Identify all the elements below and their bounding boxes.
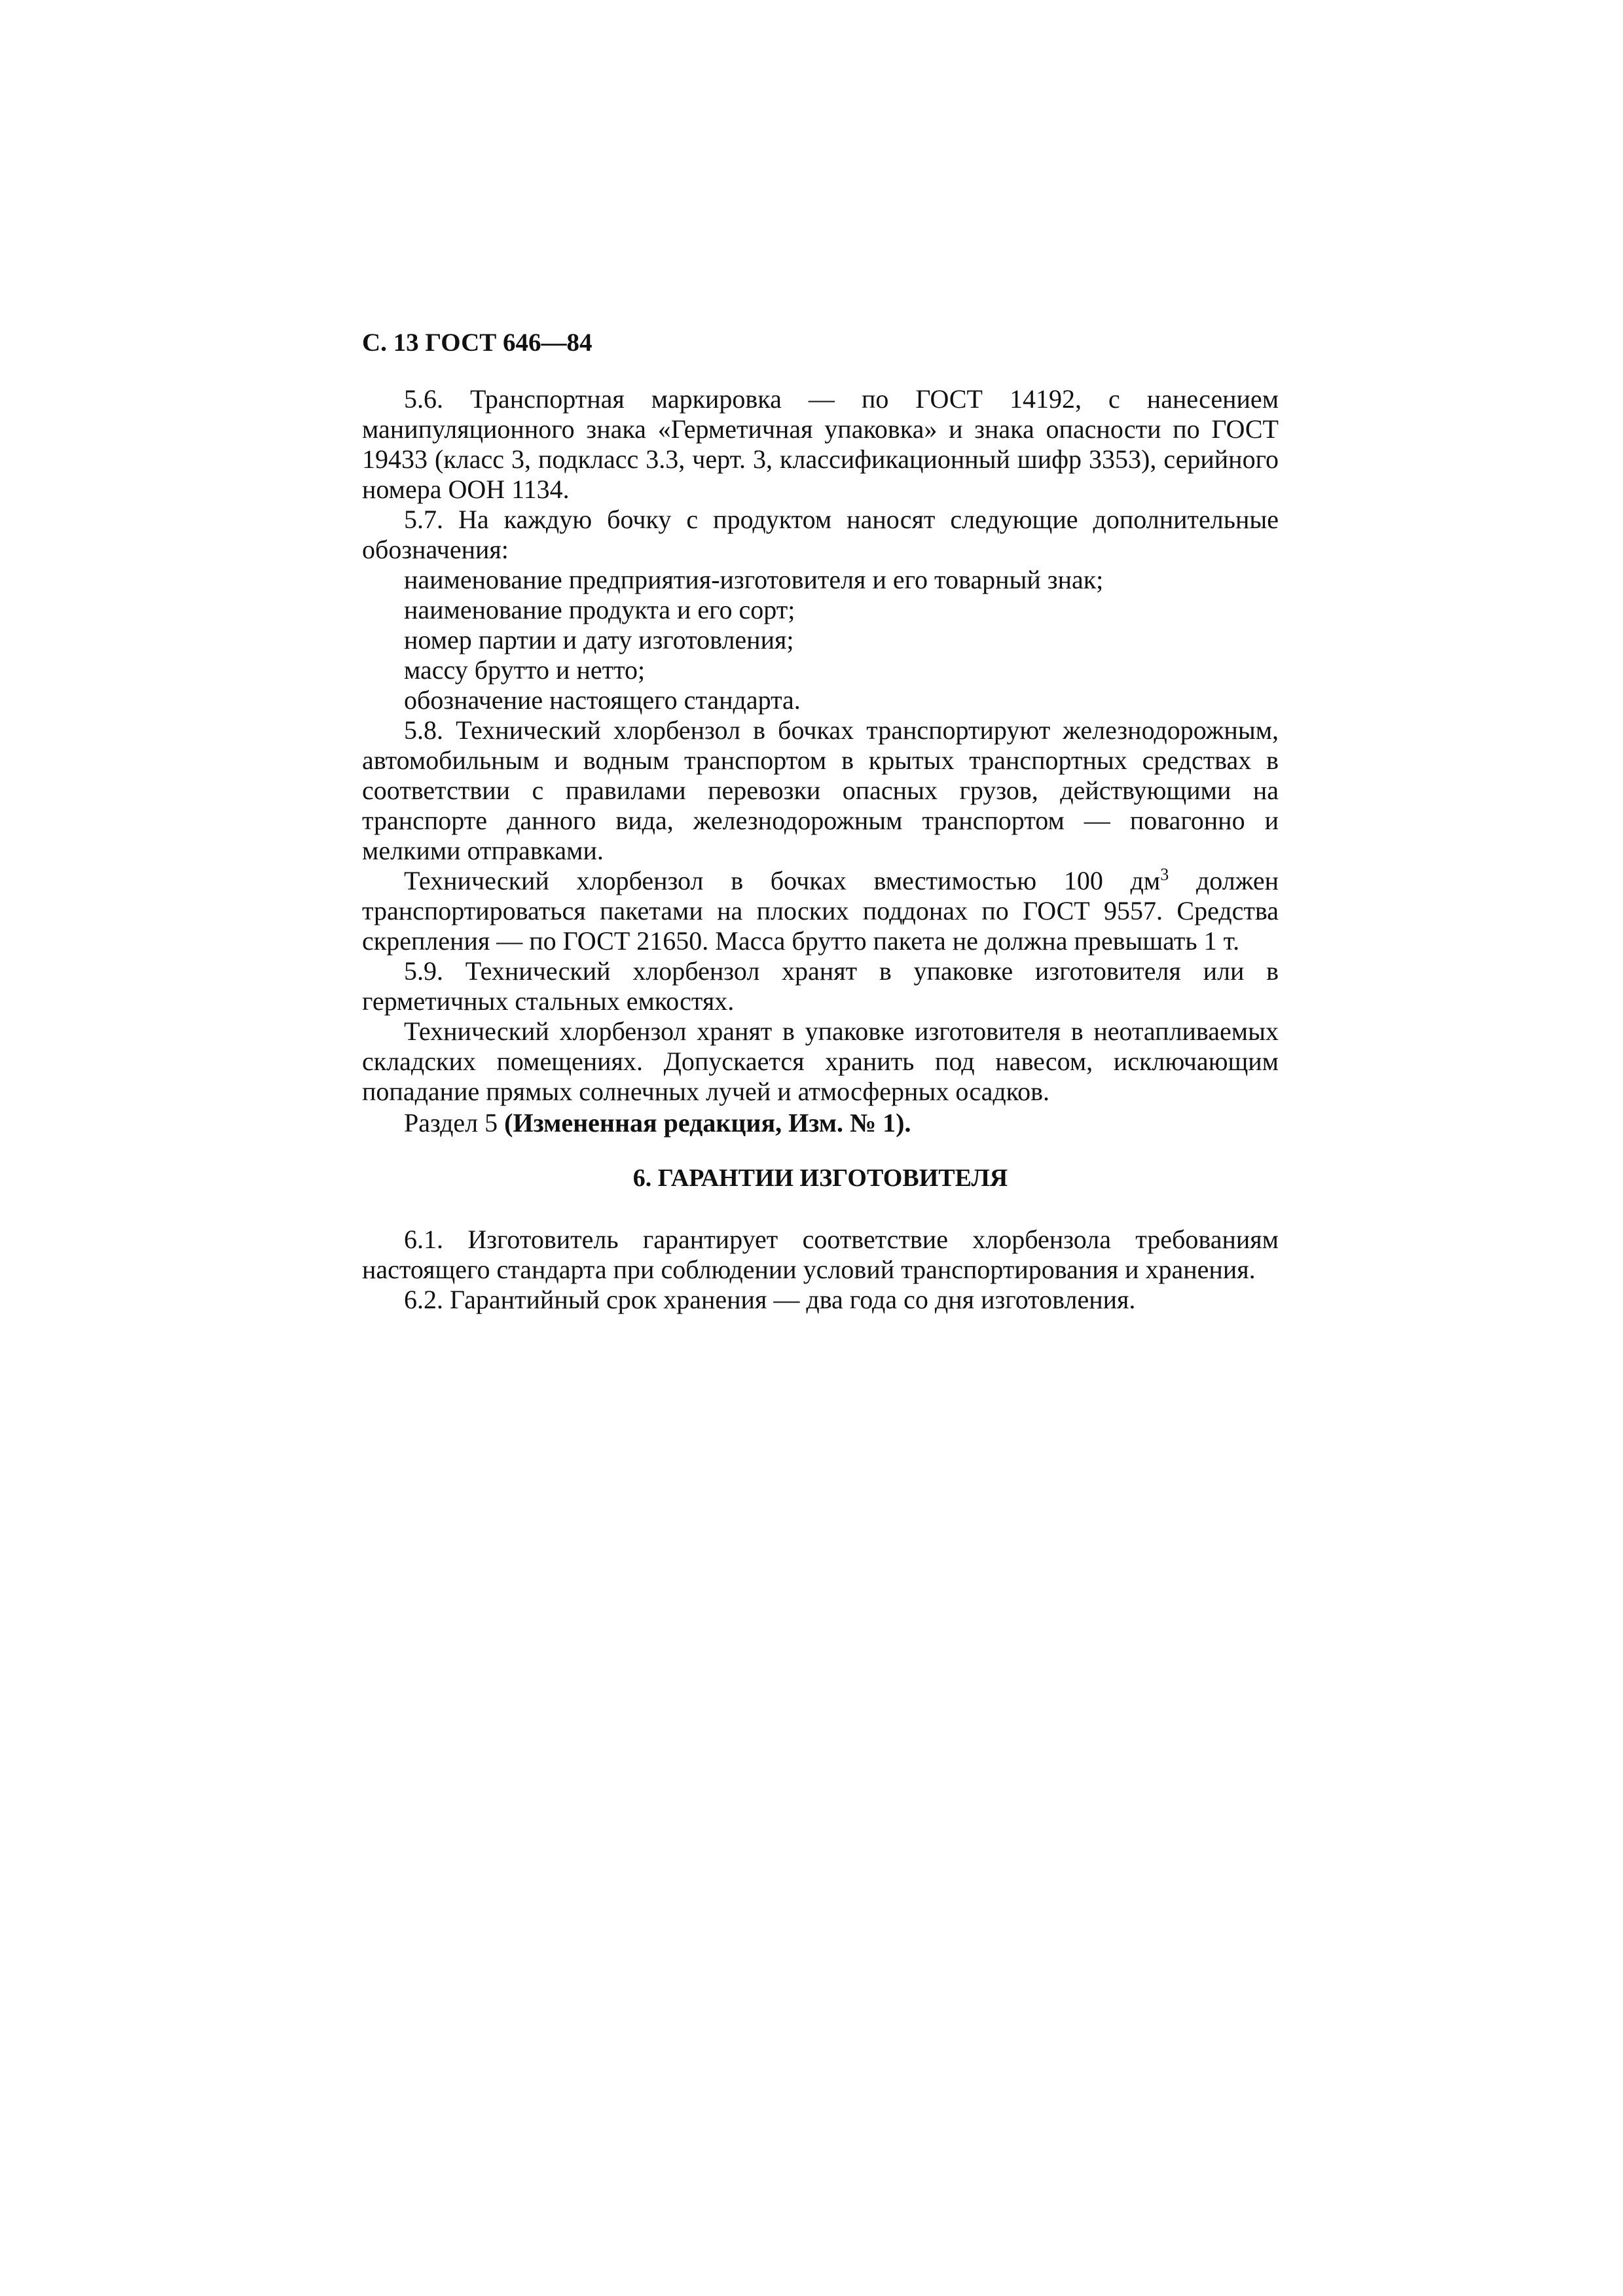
page-header: С. 13 ГОСТ 646—84 (362, 329, 593, 357)
list-item: обозначение настоящего стандарта. (404, 685, 801, 715)
amendment-note (362, 1108, 1279, 1138)
paragraph-5-7: 5.7. На каждую бочку с продуктом наносят следующие дополнительные обозначения: (362, 505, 1279, 564)
list-item: наименование продукта и его сорт; (404, 595, 795, 624)
paragraph-5-8-transport (362, 866, 1279, 956)
paragraph-5-8-transport-start: Технический хлорбензол в бочках вместимостью 100 дм (404, 866, 1161, 895)
section-6-title: 6. ГАРАНТИИ ИЗГОТОВИТЕЛЯ (632, 1164, 1008, 1192)
paragraph-5-8: 5.8. Технический хлорбензол в бочках транспортируют железнодорожным, автомобильным и водным транспортом в крытых транспортных средствах в соответствии с правилами перевозки опасных грузов, действующими на транспорте данного вида, железнодорожным транспортом — повагонно и мелкими отправками. (362, 715, 1279, 865)
paragraph-5-9-storage: Технический хлорбензол хранят в упаковке изготовителя в неотапливаемых складских помещениях. Допускается хранить под навесом, исключающим попадание прямых солнечных лучей и атмосферных осадков. (362, 1016, 1279, 1106)
document-body (362, 384, 1279, 1315)
list-item: массу брутто и нетто; (404, 655, 646, 685)
paragraph-5-9: 5.9. Технический хлорбензол хранят в упаковке изготовителя или в герметичных стальных емкостях. (362, 956, 1279, 1016)
paragraph-5-8-transport-end: должен транспортироваться пакетами на плоских поддонах по ГОСТ 9557. Средства скрепления — по ГОСТ 21650. Масса брутто пакета не должна превышать 1 т. (362, 866, 1279, 956)
paragraph-6-2: 6.2. Гарантийный срок хранения — два года со дня изготовления. (404, 1285, 1136, 1314)
amendment-edition: (Измененная редакция, Изм. № 1). (504, 1108, 911, 1138)
amendment-prefix: Раздел 5 (404, 1108, 505, 1138)
paragraph-6-1: 6.1. Изготовитель гарантирует соответствие хлорбензола требованиям настоящего стандарта при соблюдении условий транспортирования и хранения. (362, 1225, 1279, 1284)
list-item: наименование предприятия-изготовителя и его товарный знак; (404, 565, 1104, 594)
paragraph-5-6: 5.6. Транспортная маркировка — по ГОСТ 14192, с нанесением манипуляционного знака «Герметичная упаковка» и знака опасности по ГОСТ 19433 (класс 3, подкласс 3.3, черт. 3, классификационный шифр 3353), серийного номера ООН 1134. (362, 384, 1279, 504)
superscript-3: 3 (1160, 865, 1169, 884)
list-item: номер партии и дату изготовления; (404, 625, 794, 655)
